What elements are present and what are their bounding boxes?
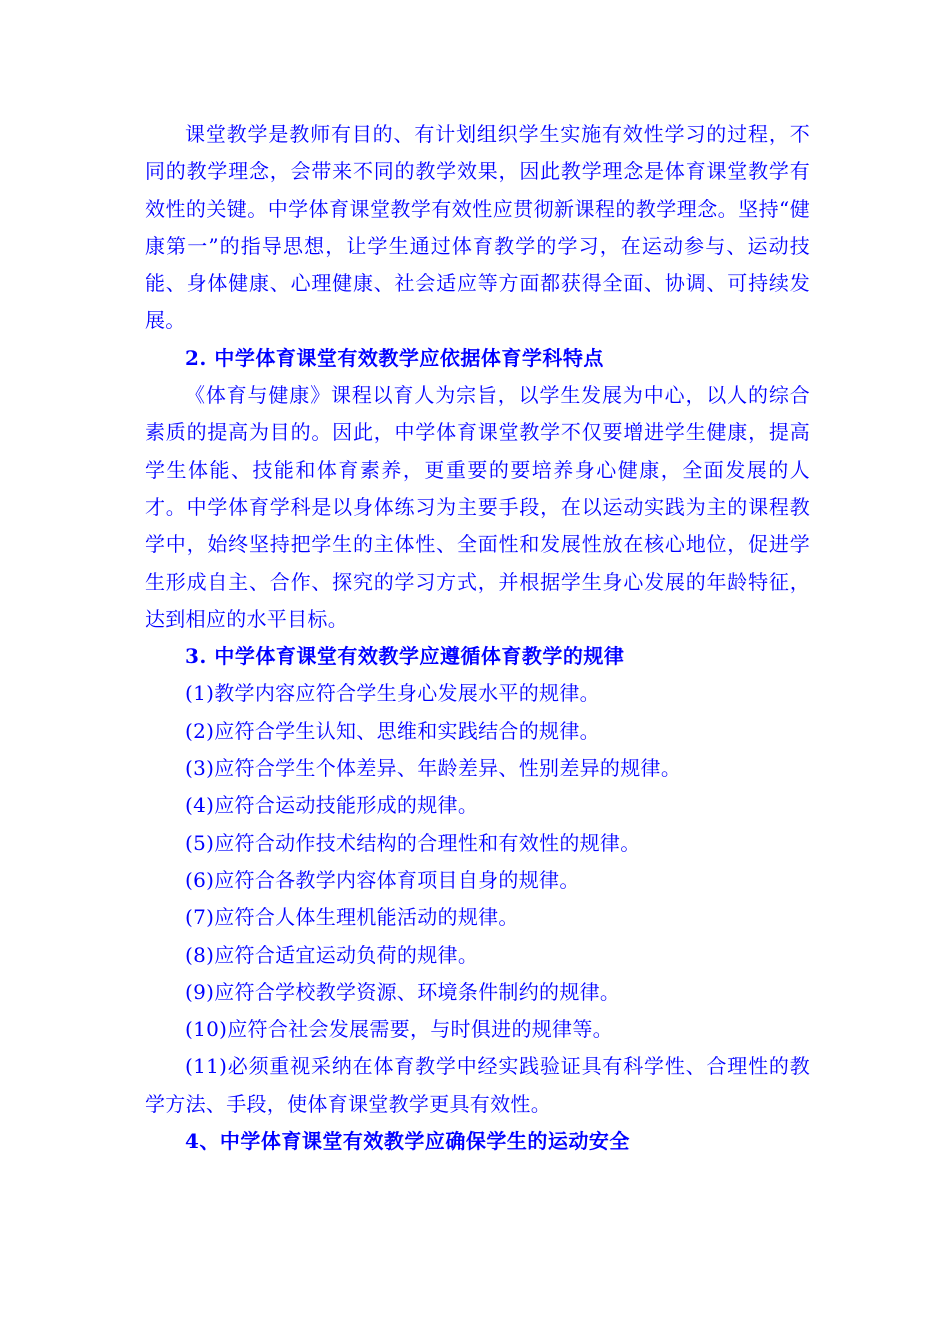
rule-item-9: (9)应符合学校教学资源、环境条件制约的规律。 [185,979,621,1004]
rule-item-4: (4)应符合运动技能形成的规律。 [185,793,479,818]
document-body [145,116,810,1160]
section-3-rule-list [145,675,810,1123]
rule-item-2: (2)应符合学生认知、思维和实践结合的规律。 [185,718,600,743]
rule-item-7: (7)应符合人体生理机能活动的规律。 [185,905,519,930]
section-2-heading: 2. 中学体育课堂有效教学应依据体育学科特点 [185,345,604,370]
rule-item-6: (6)应符合各教学内容体育项目自身的规律。 [185,867,580,892]
section-4-heading: 4、中学体育课堂有效教学应确保学生的运动安全 [185,1129,630,1154]
section-2-paragraph: 《体育与健康》课程以育人为宗旨，以学生发展为中心，以人的综合素质的提高为目的。因此，中学体育课堂教学不仅要增进学生健康，提高学生体能、技能和体育素养，更重要的要培养身心健康，全面发展的人才。中学体育学科是以身体练习为主要手段，在以运动实践为主的课程教学中，始终坚持把学生的主体性、全面性和发展性放在核心地位，促进学生形成自主、合作、探究的学习方式，并根据学生身心发展的年龄特征，达到相应的水平目标。 [145,383,810,631]
section-3-heading: 3. 中学体育课堂有效教学应遵循体育教学的规律 [185,644,625,669]
rule-item-3: (3)应符合学生个体差异、年龄差异、性别差异的规律。 [185,756,682,781]
rule-item-10: (10)应符合社会发展需要，与时俱进的规律等。 [185,1017,613,1042]
rule-item-1: (1)教学内容应符合学生身心发展水平的规律。 [185,681,600,706]
intro-paragraph: 课堂教学是教师有目的、有计划组织学生实施有效性学习的过程，不同的教学理念，会带来不同的教学效果，因此教学理念是体育课堂教学有效性的关键。中学体育课堂教学有效性应贯彻新课程的教学理念。坚持“健康第一”的指导思想，让学生通过体育教学的学习，在运动参与、运动技能、身体健康、心理健康、社会适应等方面都获得全面、协调、可持续发展。 [145,122,810,333]
rule-item-5: (5)应符合动作技术结构的合理性和有效性的规律。 [185,830,641,855]
rule-item-11: (11)必须重视采纳在体育教学中经实践验证具有科学性、合理性的教学方法、手段，使体育课堂教学更具有效性。 [145,1054,810,1116]
rule-item-8: (8)应符合适宜运动负荷的规律。 [185,942,479,967]
